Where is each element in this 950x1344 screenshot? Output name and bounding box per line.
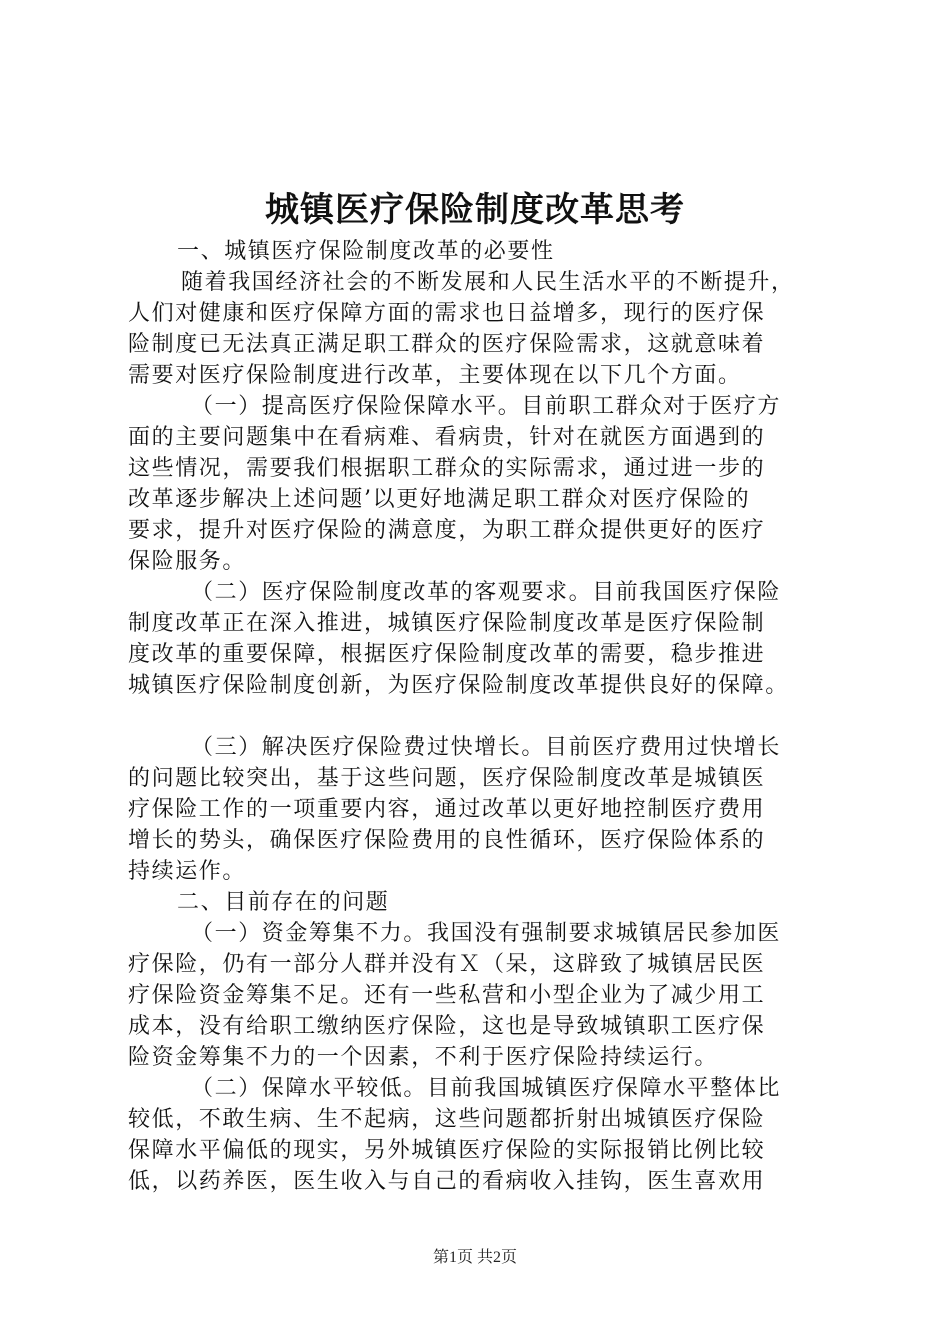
text-line: 面的主要问题集中在看病难、看病贵，针对在就医方面遇到的 <box>128 425 766 450</box>
text-line: （三）解决医疗保险费过快增长。目前医疗费用过快增长 <box>191 735 782 760</box>
text-line: 随着我国经济社会的不断发展和人民生活水平的不断提升， <box>181 270 795 295</box>
text-line: 险制度已无法真正满足职工群众的医疗保险需求，这就意味着 <box>128 332 766 357</box>
text-line: 险资金筹集不力的一个因素，不利于医疗保险持续运行。 <box>128 1045 719 1070</box>
document-body <box>128 236 848 1197</box>
text-line: 的问题比较突出，基于这些问题，医疗保险制度改革是城镇医 <box>128 766 766 791</box>
text-line: （一）资金筹集不力。我国没有强制要求城镇居民参加医 <box>191 921 782 946</box>
text-line: 成本，没有给职工缴纳医疗保险，这也是导致城镇职工医疗保 <box>128 1014 766 1039</box>
text-line: （一）提高医疗保险保障水平。目前职工群众对于医疗方 <box>191 394 782 419</box>
document-title: 城镇医疗保险制度改革思考 <box>265 190 685 230</box>
text-line: 低，以药养医，医生收入与自己的看病收入挂钩，医生喜欢用 <box>128 1169 766 1194</box>
text-line: 保险服务。 <box>128 549 247 574</box>
text-line: 疗保险，仍有一部分人群并没有Ｘ（呆，这辟致了城镇居民医 <box>128 952 766 977</box>
text-line: 疗保险资金筹集不足。还有一些私营和小型企业为了减少用工 <box>128 983 766 1008</box>
text-line: 二、目前存在的问题 <box>177 890 390 915</box>
text-line: 增长的势头，确保医疗保险费用的良性循环，医疗保险体系的 <box>128 828 766 853</box>
text-line: 城镇医疗保险制度创新，为医疗保险制度改革提供良好的保障。 <box>128 673 789 698</box>
text-line: 需要对医疗保险制度进行改革，主要体现在以下几个方面。 <box>128 363 742 388</box>
text-line: （二）保障水平较低。目前我国城镇医疗保障水平整体比 <box>191 1076 782 1101</box>
text-line: （二）医疗保险制度改革的客观要求。目前我国医疗保险 <box>191 580 782 605</box>
blank-line <box>128 701 848 732</box>
text-line: 度改革的重要保障，根据医疗保险制度改革的需要，稳步推进 <box>128 642 766 667</box>
text-line: 改革逐步解决上述问题’以更好地满足职工群众对医疗保险的 <box>128 487 751 512</box>
text-line: 持续运作。 <box>128 859 247 884</box>
text-line: 较低，不敢生病、生不起病，这些问题都折射出城镇医疗保险 <box>128 1107 766 1132</box>
text-line: 这些情况，需要我们根据职工群众的实际需求，通过进一步的 <box>128 456 766 481</box>
text-line: 要求，提升对医疗保险的满意度，为职工群众提供更好的医疗 <box>128 518 766 543</box>
text-line: 保障水平偏低的现实，另外城镇医疗保险的实际报销比例比较 <box>128 1138 766 1163</box>
text-line: 人们对健康和医疗保障方面的需求也日益增多，现行的医疗保 <box>128 301 766 326</box>
text-line: 疗保险工作的一项重要内容，通过改革以更好地控制医疗费用 <box>128 797 766 822</box>
text-line: 一、城镇医疗保险制度改革的必要性 <box>177 239 555 264</box>
text-line: 制度改革正在深入推进，城镇医疗保险制度改革是医疗保险制 <box>128 611 766 636</box>
page-footer: 第1页 共2页 <box>432 1249 517 1266</box>
